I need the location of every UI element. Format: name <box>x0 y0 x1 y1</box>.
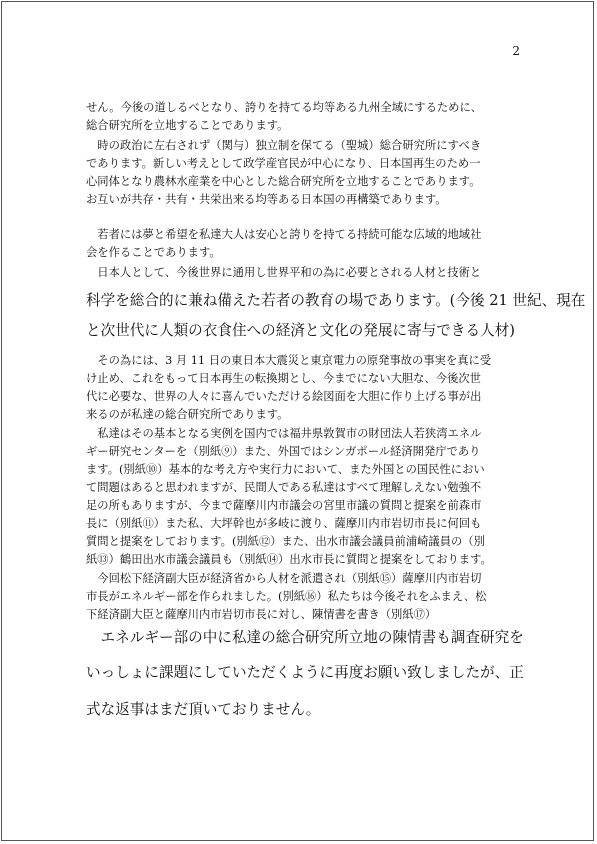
text-line: 下経済副大臣と薩摩川内市岩切市長に対し、陳情書を書き（別紙⑰） <box>86 608 437 621</box>
text-line: エネルギー部の中に私達の総合研究所立地の陳情書も調査研究を <box>86 629 524 646</box>
page-number: 2 <box>512 44 520 58</box>
text-line: 足の所もありますが、今まで薩摩川内市議会の宮里市議の質問と提案を前森市 <box>86 499 482 512</box>
text-line: け止め、これをもって日本再生の転換期とし、今までにない大胆な、今後次世 <box>86 372 481 385</box>
text-line: であります。新しい考えとして政学産官民が中心になり、日本国再生のため一 <box>86 157 481 170</box>
text-line: 日本人として、今後世界に通用し世界平和の為に必要とされる人材と技術と <box>86 266 482 279</box>
text-line: ギー研究センターを（別紙⑨）また、外国ではシンガポール経済開発庁であり <box>86 445 481 458</box>
text-line: 私達はその基本となる実例を国内では福井県敦賀市の財団法人若狭湾エネル <box>86 427 482 440</box>
text-line: 総合研究所を立地することであります。 <box>86 119 289 132</box>
text-line: 若者には夢と希望を私達大人は安心と誇りを持てる持続可能な広域的地域社 <box>86 228 482 241</box>
text-line: 質問と提案をしております。(別紙⑫）また、出水市議会議員前浦崎議員の（別 <box>86 535 485 548</box>
text-line: 今回松下経済副大臣が経済省から人材を派遣され（別紙⑮）薩摩川内市岩切 <box>86 572 482 585</box>
text-line: いっしょに課題にしていただくように再度お願い致しましたが、正 <box>86 664 524 681</box>
text-line: せん。今後の道しるべとなり、誇りを持てる均等ある九州全域にするために、 <box>86 101 483 114</box>
text-line: 時の政治に左右されず（関与）独立制を保てる（聖城）総合研究所にすべき <box>86 139 482 152</box>
text-line: 来るのが私達の総合研究所であります。 <box>86 408 289 421</box>
text-line: その為には、3 月 11 日の東日本大震災と東京電力の原発事故の事実を真に受 <box>86 354 492 367</box>
text-line: 心同体となり農林水産業を中心とした総合研究所を立地することであります。 <box>86 175 481 188</box>
text-line: と次世代に人類の衣食住への経済と文化の発展に寄与できる人材) <box>86 322 515 339</box>
text-line: 紙⑬）鶴田出水市議会議員も（別紙⑭）出水市長に質問と提案をしております。 <box>86 553 492 566</box>
text-line: ます。(別紙⑩）基本的な考え方や実行力において、また外国との国民性におい <box>86 463 485 476</box>
text-line: 会を作ることであります。 <box>86 246 221 259</box>
text-line: 科学を総合的に兼ね備えた若者の教育の場であります。(今後 21 世紀、現在 <box>86 292 586 309</box>
text-line: 代に必要な、世界の人々に喜んでいただける絵図面を大胆に作り上げる事が出 <box>86 390 482 403</box>
text-line: 長に（別紙⑪）また私、大坪幹也が多岐に渡り、薩摩川内市岩切市長に何回も <box>86 517 482 530</box>
text-line: お互いが共存・共有・共栄出来る均等ある日本国の再構築であります。 <box>86 193 447 206</box>
text-line: 式な返事はまだ頂いておりません。 <box>86 701 321 718</box>
text-line: て問題はあると思われますが、民間人である私達はすべて理解しえない勉強不 <box>86 481 482 494</box>
text-line: 市長がエネルギー部を作られました。(別紙⑯）私たちは今後それをふまえ、松 <box>86 590 487 603</box>
